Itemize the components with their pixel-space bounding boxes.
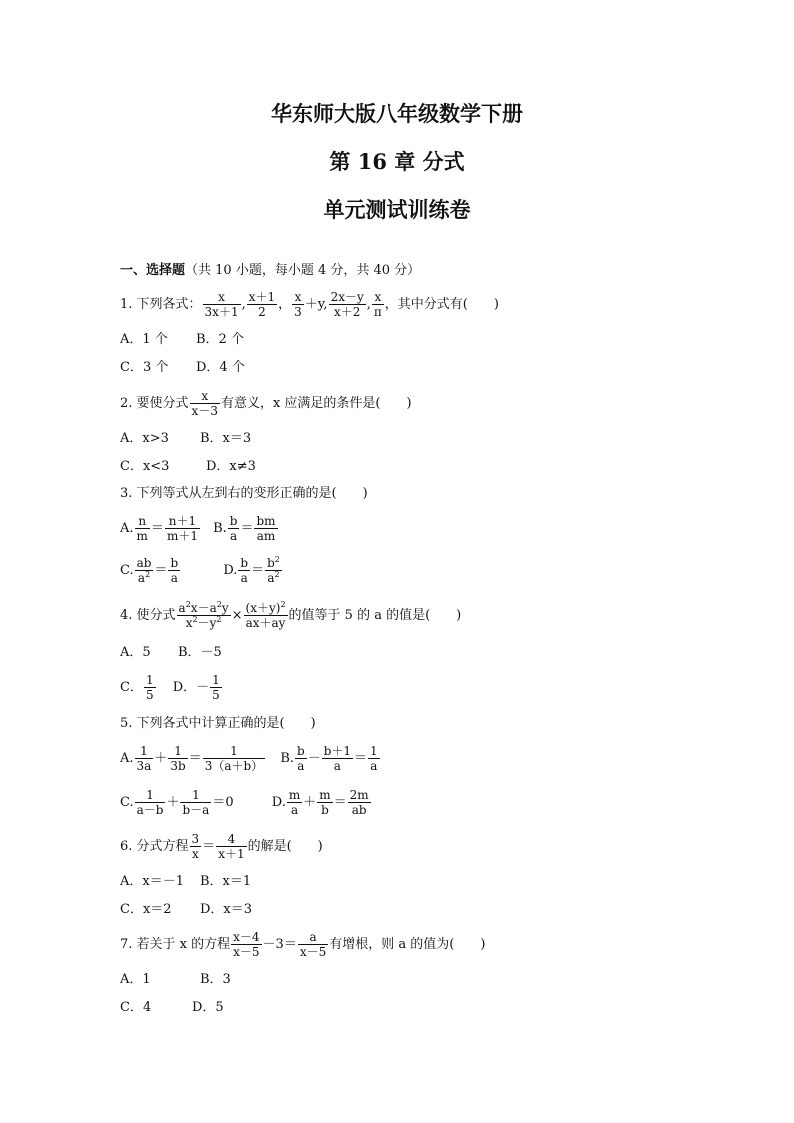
q3-b-d2: am (256, 529, 276, 543)
q5-d-n2: m (319, 788, 331, 802)
q1-options-row-2 (120, 360, 245, 376)
q5-a-plus: ＋ (154, 751, 168, 766)
test-title: 单元测试训练卷 (323, 197, 471, 222)
q4-fraction-2 (244, 601, 288, 630)
q5-d-n1: m (288, 788, 301, 802)
q5-b-d3: a (370, 759, 378, 773)
q7-fraction-1 (231, 930, 261, 959)
q1-f3-tail: ＋y, (304, 297, 328, 312)
q5-c-eq: ＝0 (212, 795, 234, 810)
q1-f2-numerator: x＋1 (248, 290, 276, 304)
q4-option-b: B．－5 (178, 645, 222, 660)
q1-f4-denominator: x＋2 (333, 305, 361, 319)
q7-option-a: A．1 (120, 972, 151, 987)
q3-b-eq: ＝ (240, 521, 254, 536)
q7-prefix: 7. 若关于 x 的方程 (120, 937, 231, 952)
q4-option-d (172, 673, 223, 702)
q2-options-row-2 (120, 459, 256, 475)
q1-fraction-1 (203, 290, 241, 319)
q3-c-n1: ab (136, 556, 152, 570)
q6-option-d: D．x＝3 (200, 902, 253, 917)
q5-a-n1: 1 (135, 744, 154, 759)
q7-option-b: B．3 (200, 972, 231, 987)
q6-f2-denominator: x＋1 (218, 847, 245, 861)
q5-d-d1: a (290, 803, 299, 817)
q5-d-d2: b (321, 803, 329, 817)
q7-option-c: C．4 (120, 1000, 152, 1015)
q3-c-eq: ＝ (154, 563, 168, 578)
q6-option-c: C．x＝2 (120, 902, 172, 917)
document-title: 华东师大版八年级数学下册 (271, 101, 523, 126)
q4-d-denominator: 5 (212, 688, 220, 702)
q1-prefix: 1. 下列各式： (120, 297, 202, 312)
q3-option-a (120, 514, 201, 543)
q2-suffix: 有意义，x 应满足的条件是( ) (220, 396, 412, 411)
q4-d-label: D．－ (172, 680, 210, 695)
q5-b-n3: 1 (370, 744, 378, 758)
q5-c-d1: a－b (136, 803, 164, 817)
question-3: 3. 下列等式从左到右的变形正确的是( ) (120, 486, 368, 501)
q1-option-b: B．2 个 (196, 332, 244, 347)
q5-d-n3: 2m (349, 788, 369, 802)
q1-option-c: C．3 个 (120, 360, 169, 375)
q1-f3-numerator: x (292, 290, 304, 305)
q5-option-b (280, 744, 380, 773)
q5-c-n2: 1 (180, 788, 211, 803)
q7-option-d: D．5 (192, 1000, 224, 1015)
q2-prefix: 2. 要使分式 (120, 396, 189, 411)
q4-f1-denominator: $x^2-y^2$ (185, 615, 222, 630)
q1-f4-numerator: 2x－y (330, 290, 364, 304)
q5-options-row-1 (120, 744, 381, 773)
q1-fraction-2 (247, 290, 277, 319)
q5-a-n3: 1 (203, 744, 265, 759)
q5-b-d2: a (333, 759, 341, 773)
q6-eq: ＝ (202, 839, 216, 854)
question-2 (120, 389, 412, 418)
q3-option-d (223, 555, 283, 585)
q1-f5-denominator: π (373, 305, 382, 319)
q1-option-d: D．4 个 (196, 360, 245, 375)
q3-d-label: D. (223, 563, 238, 578)
q3-options-row-2 (120, 556, 283, 585)
q5-b-d1: a (297, 759, 305, 773)
q3-a-n1: n (135, 514, 150, 529)
q6-suffix: 的解是( ) (247, 839, 323, 854)
section-note: （共 10 小题，每小题 4 分，共 40 分） (185, 263, 421, 278)
q2-option-b: B．x＝3 (200, 431, 252, 446)
q6-option-b: B．x＝1 (200, 874, 252, 889)
q5-b-n1: b (297, 744, 305, 758)
q3-c-label: C. (120, 563, 134, 578)
q2-fraction (190, 389, 220, 418)
q5-a-eq: ＝ (188, 751, 202, 766)
q5-b-eq: ＝ (354, 751, 368, 766)
q2-options-row-1 (120, 431, 251, 447)
question-1: 1. 下列各式： $\frac{x}{3x+1}$ , $\frac{x+1}{2}$ ， $\frac{x}{3}$ ＋y, $\frac{2x-y}{x+2}$ , $\frac{x}{\pi}$ ，其中分式有( ) (120, 290, 499, 319)
q3-options-row-1 (120, 514, 279, 543)
q5-d-label: D. (271, 795, 286, 810)
q1-f5-numerator: x (372, 290, 384, 305)
q4-option-c (120, 673, 157, 702)
q4-suffix: 的值等于 5 的 a 的值是( ) (288, 608, 462, 623)
q3-d-n1: b (240, 556, 249, 570)
q5-c-d2: b－a (182, 803, 210, 817)
q7-f2-numerator: a (298, 930, 328, 945)
q5-b-n2: b＋1 (323, 744, 352, 758)
q3-a-eq: ＝ (150, 521, 164, 536)
q5-option-a (120, 744, 266, 773)
q5-option-d (271, 788, 372, 817)
q5-options-row-2 (120, 788, 372, 817)
q3-option-b (213, 514, 278, 543)
q3-c-d2: a (170, 571, 178, 585)
q5-a-d3: 3（a＋b） (204, 759, 264, 773)
q5-b-minus: － (307, 751, 321, 766)
question-7 (120, 930, 485, 959)
q4-f2-denominator: ax＋ay (245, 616, 286, 630)
q4-times: × (231, 608, 243, 623)
q7-f1-denominator: x－5 (233, 945, 260, 959)
q4-options-row-1 (120, 645, 222, 661)
q4-c-label: C． (120, 680, 143, 695)
q1-fraction-5 (372, 290, 384, 319)
q3-a-n2: n＋1 (165, 514, 200, 529)
q2-numerator: x (190, 389, 220, 404)
q5-option-c (120, 788, 234, 817)
q4-f2-numerator: $(x+y)^2$ (245, 600, 286, 615)
q5-a-d2: 3b (170, 759, 186, 773)
q6-options-row-1 (120, 874, 251, 890)
q4-f1-numerator: $a^2x-a^2y$ (178, 600, 229, 615)
q6-prefix: 6. 分式方程 (120, 839, 189, 854)
q4-d-numerator: 1 (212, 673, 220, 687)
q2-option-d: D．x≠3 (206, 459, 256, 474)
q6-fraction-1 (190, 832, 202, 861)
q5-c-plus: ＋ (166, 795, 180, 810)
q4-c-denominator: 5 (145, 688, 154, 702)
q5-b-label: B. (280, 751, 294, 766)
q6-options-row-2 (120, 902, 252, 918)
q7-mid: －3＝ (262, 937, 297, 952)
q3-b-n2: bm (256, 514, 276, 528)
q6-f1-denominator: x (191, 847, 199, 861)
q5-a-n2: 1 (168, 744, 187, 759)
q3-a-d2: m＋1 (166, 529, 198, 543)
q3-b-label: B. (213, 521, 227, 536)
q2-option-c: C．x<3 (120, 459, 170, 474)
q3-d-d1: a (240, 571, 248, 585)
q1-fraction-3 (292, 290, 304, 319)
q2-option-a: A．x>3 (120, 431, 169, 446)
q1-option-a: A．1 个 (120, 332, 168, 347)
question-6 (120, 832, 323, 861)
q5-a-d1: 3a (136, 759, 152, 773)
q3-d-eq: ＝ (251, 563, 265, 578)
q5-d-eq: ＝ (333, 795, 347, 810)
q4-options-row-2 (120, 673, 223, 702)
q6-fraction-2 (216, 832, 246, 861)
q7-suffix: 有增根，则 a 的值为( ) (329, 937, 486, 952)
q1-f3-denominator: 3 (294, 305, 302, 319)
q3-d-d2: $a^2$ (267, 570, 280, 585)
q3-c-d1: $a^2$ (137, 570, 151, 585)
q1-f1-denominator: 3x＋1 (204, 305, 239, 319)
q6-option-a: A．x＝－1 (120, 874, 184, 889)
q3-a-label: A. (120, 521, 134, 536)
q1-fraction-4 (329, 290, 366, 319)
q5-c-n1: 1 (135, 788, 166, 803)
q4-fraction-1 (177, 601, 231, 630)
q7-options-row-2 (120, 1000, 224, 1016)
q7-f1-numerator: x－4 (233, 930, 260, 944)
q4-option-a: A．5 (120, 645, 151, 660)
q7-fraction-2 (298, 930, 328, 959)
q7-options-row-1 (120, 972, 231, 988)
q4-c-numerator: 1 (145, 673, 154, 687)
q2-denominator: x－3 (191, 404, 218, 418)
q3-a-d1: m (136, 529, 148, 543)
question-4 (120, 601, 461, 630)
q3-b-n1: b (229, 514, 238, 528)
q1-f2-denominator: 2 (258, 305, 266, 319)
section-heading (120, 263, 420, 279)
q1-options-row-1 (120, 332, 244, 348)
q5-d-d3: ab (351, 803, 367, 817)
chapter-title: 第 16 章 分式 (329, 149, 465, 174)
q1-f1-numerator: x (203, 290, 241, 305)
q5-d-plus: ＋ (303, 795, 317, 810)
q4-prefix: 4. 使分式 (120, 608, 176, 623)
q3-d-n2: $b^2$ (267, 555, 280, 570)
q3-b-d1: a (230, 529, 238, 543)
section-label: 一、选择题 (120, 263, 186, 278)
q5-a-label: A. (120, 751, 134, 766)
question-5: 5. 下列各式中计算正确的是( ) (120, 716, 316, 731)
q7-f2-denominator: x－5 (299, 945, 327, 959)
q5-c-label: C. (120, 795, 134, 810)
q6-f1-numerator: 3 (191, 832, 200, 846)
q3-c-n2: b (170, 556, 179, 570)
q6-f2-numerator: 4 (216, 832, 246, 847)
q1-suffix: ，其中分式有( ) (384, 297, 499, 312)
q3-option-c (120, 556, 181, 585)
